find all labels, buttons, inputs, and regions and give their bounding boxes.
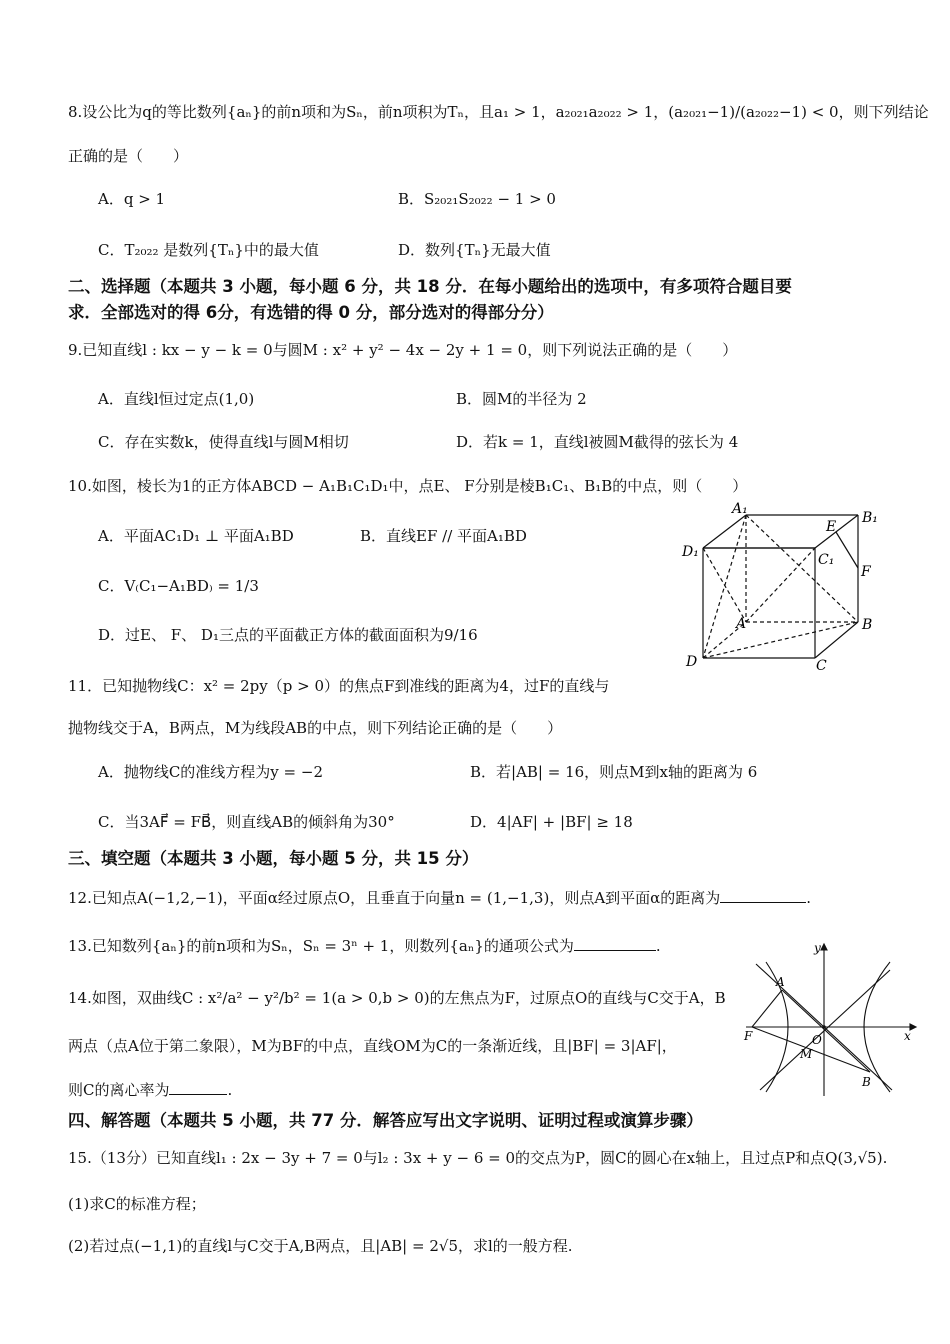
section-2-line2: 求．全部选对的得 6分，有选错的得 0 分，部分选对的得部分分） — [68, 303, 554, 322]
point-origin — [822, 1025, 826, 1029]
q11-option-a: A．抛物线C的准线方程为y = −2 — [98, 763, 324, 781]
q14-line3 — [68, 1080, 232, 1100]
q13-answer-blank[interactable] — [574, 936, 656, 951]
label-a: A — [736, 616, 747, 632]
label-point-a: A — [776, 975, 785, 989]
label-c: C — [816, 658, 827, 674]
q11-option-b: B．若|AB| = 16，则点M到x轴的距离为 6 — [470, 763, 758, 781]
q14-line1: 14.如图，双曲线C : x²/a² − y²/b² = 1(a > 0,b > 0)的左焦点为F，过原点O的直线与C交于A，B — [68, 989, 726, 1007]
label-b1: B₁ — [862, 510, 878, 526]
section-4-title: 四、解答题（本题共 5 小题，共 77 分．解答应写出文字说明、证明过程或演算步骤） — [68, 1111, 703, 1130]
q12 — [68, 888, 811, 908]
q13-end: . — [655, 937, 661, 955]
label-point-m: M — [800, 1047, 813, 1061]
label-d: D — [686, 654, 698, 670]
q9-option-c: C．存在实数k，使得直线l与圆M相切 — [98, 433, 349, 451]
label-c1: C₁ — [818, 552, 835, 568]
q9-option-b: B．圆M的半径为 2 — [456, 390, 587, 408]
label-a1: A₁ — [732, 501, 748, 517]
q11-option-c: C．当3AF⃗ = FB⃗，则直线AB的倾斜角为30° — [98, 813, 395, 831]
hyperbola-figure — [742, 940, 920, 1098]
q10-option-a: A．平面AC₁D₁ ⊥ 平面A₁BD — [98, 527, 294, 545]
q8-option-b: B．S₂₀₂₁S₂₀₂₂ − 1 > 0 — [398, 190, 556, 208]
q10-option-c: C．V₍C₁−A₁BD₎ = 1/3 — [98, 577, 259, 595]
q14-answer-blank[interactable] — [169, 1080, 227, 1095]
q15-stem: 15.（13分）已知直线l₁ : 2x − 3y + 7 = 0与l₂ : 3x + y − 6 = 0的交点为P，圆C的圆心在x轴上，且过点P和点Q(3,√5). — [68, 1149, 888, 1167]
q14-end: . — [227, 1081, 233, 1099]
q12-answer-blank[interactable] — [720, 888, 806, 903]
section-2-line1: 二、选择题（本题共 3 小题，每小题 6 分，共 18 分．在每小题给出的选项中，有多项符合题目要 — [68, 277, 792, 296]
label-b: B — [862, 617, 873, 633]
q12-text: 12.已知点A(−1,2,−1)，平面α经过原点O，且垂直于向量n = (1,−1,3)，则点A到平面α的距离为 — [68, 889, 721, 907]
q15-part2: (2)若过点(−1,1)的直线l与C交于A,B两点，且|AB| = 2√5，求l的一般方程. — [68, 1237, 573, 1255]
q9-stem: 9.已知直线l : kx − y − k = 0与圆M : x² + y² − 4x − 2y + 1 = 0，则下列说法正确的是（ ） — [68, 341, 738, 359]
q14-line3-text: 则C的离心率为 — [68, 1081, 170, 1099]
q11-line2: 抛物线交于A，B两点，M为线段AB的中点，则下列结论正确的是（ ） — [68, 719, 563, 737]
label-point-f: F — [744, 1029, 753, 1043]
label-point-o: O — [812, 1033, 822, 1047]
section-3-title: 三、填空题（本题共 3 小题，每小题 5 分，共 15 分） — [68, 849, 479, 868]
q13-text: 13.已知数列{aₙ}的前n项和为Sₙ，Sₙ = 3ⁿ + 1，则数列{aₙ}的通项公式为 — [68, 937, 574, 955]
label-e: E — [826, 519, 837, 535]
label-y-axis: y — [814, 941, 821, 955]
q8-option-c: C．T₂₀₂₂ 是数列{Tₙ}中的最大值 — [98, 241, 319, 259]
q14-line2: 两点（点A位于第二象限），M为BF的中点，直线OM为C的一条渐近线，且|BF| = 3|AF|， — [68, 1037, 677, 1055]
q9-option-d: D．若k = 1，直线l被圆M截得的弦长为 4 — [456, 433, 739, 451]
q15-part1: (1)求C的标准方程； — [68, 1195, 206, 1213]
q8-option-d: D．数列{Tₙ}无最大值 — [398, 241, 551, 259]
q11-option-d: D．4|AF| + |BF| ≥ 18 — [470, 813, 633, 831]
q8-line2: 正确的是（ ） — [68, 147, 189, 165]
q10-option-d: D．过E、 F、 D₁三点的平面截正方体的截面面积为9/16 — [98, 626, 478, 644]
label-d1: D₁ — [682, 544, 699, 560]
label-x-axis: x — [904, 1029, 911, 1043]
q9-option-a: A．直线l恒过定点(1,0) — [98, 390, 255, 408]
q10-stem: 10.如图，棱长为1的正方体ABCD − A₁B₁C₁D₁中，点E、 F分别是棱B₁C₁、B₁B的中点，则（ ） — [68, 477, 748, 495]
q8-line1: 8.设公比为q的等比数列{aₙ}的前n项和为Sₙ，前n项积为Tₙ，且a₁ > 1，a₂₀₂₁a₂₀₂₂ > 1，(a₂₀₂₁−1)/(a₂₀₂₂−1) < 0，则下列结论 — [68, 103, 929, 121]
label-point-b: B — [862, 1075, 871, 1089]
q13 — [68, 936, 661, 956]
cube-figure — [680, 500, 880, 675]
q8-option-a: A．q > 1 — [98, 190, 166, 208]
label-f: F — [861, 564, 871, 580]
q12-end: . — [806, 889, 812, 907]
q11-line1: 11．已知抛物线C：x² = 2py（p > 0）的焦点F到准线的距离为4，过F的直线与 — [68, 677, 610, 695]
q10-option-b: B．直线EF // 平面A₁BD — [360, 527, 527, 545]
